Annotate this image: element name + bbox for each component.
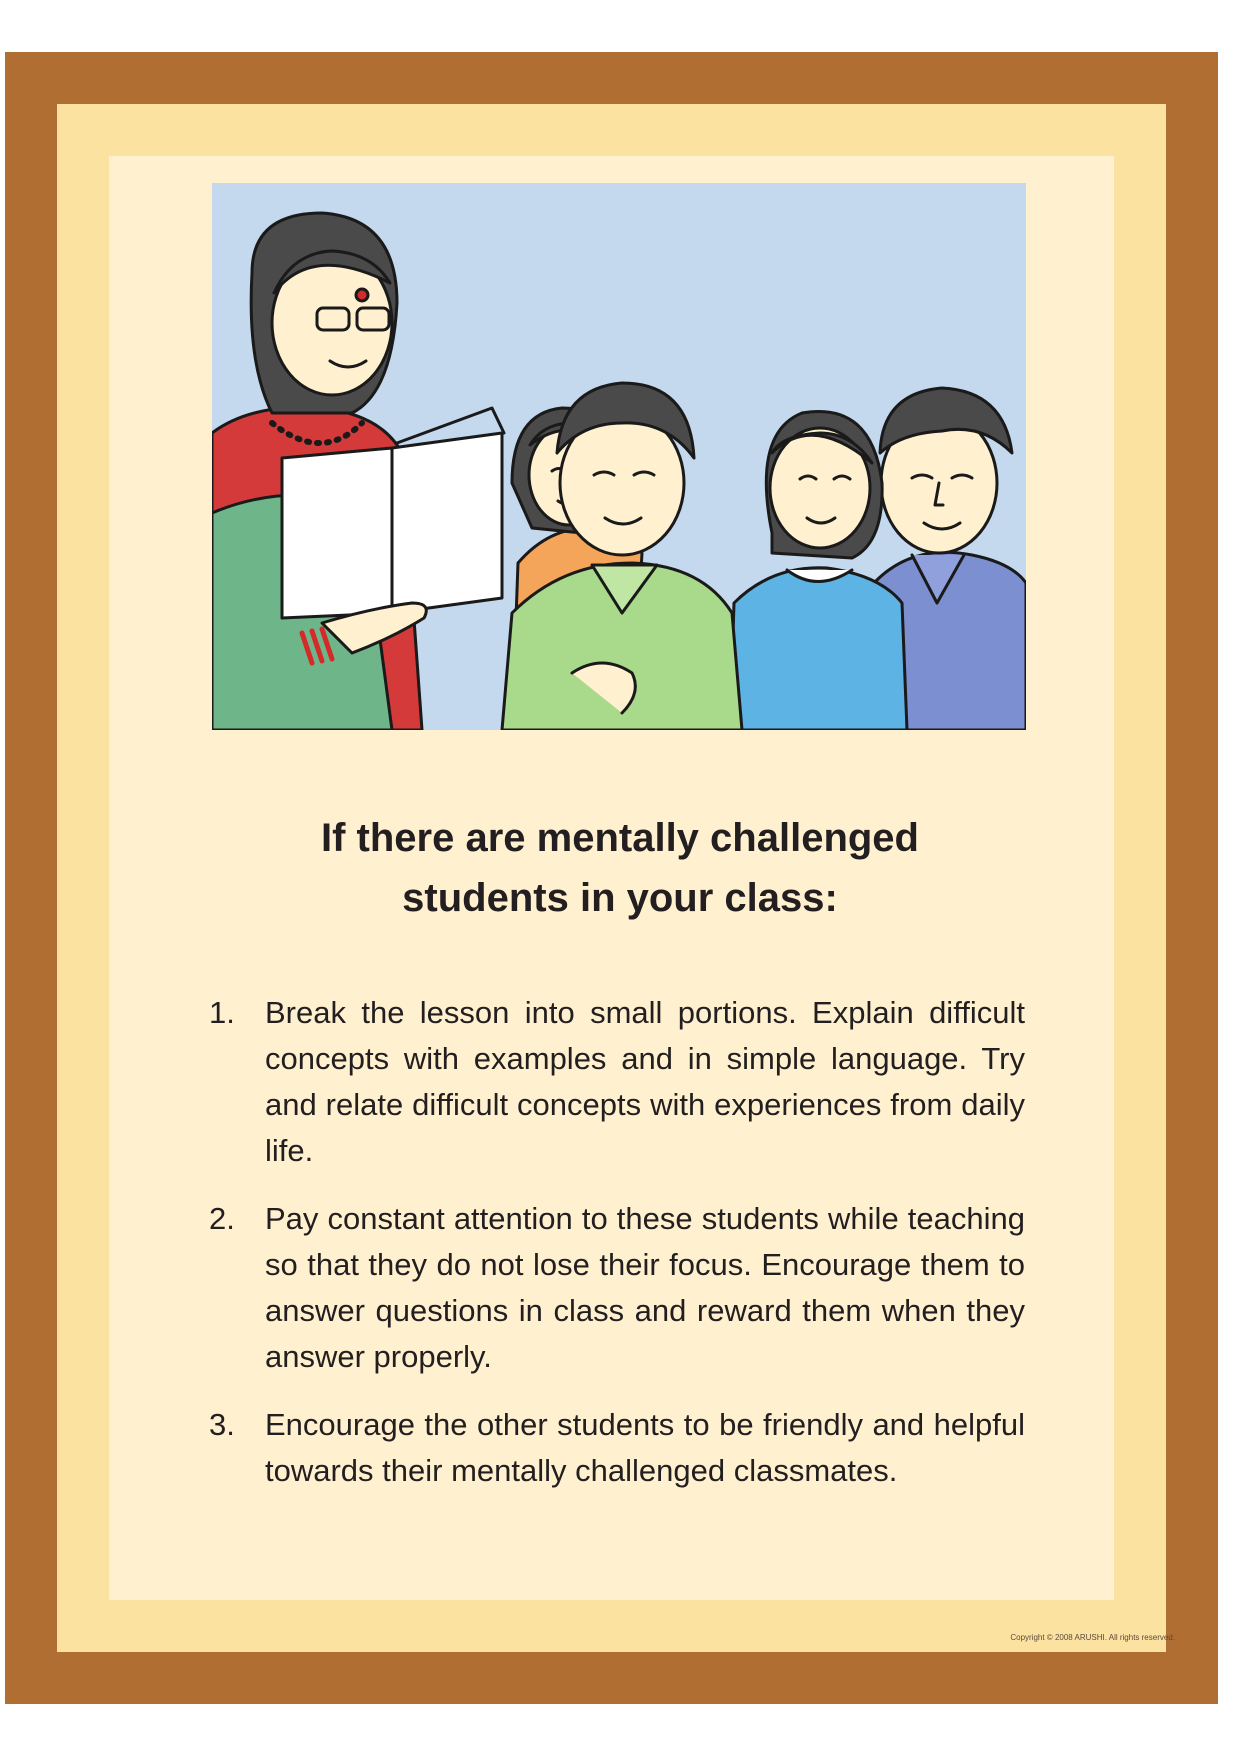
heading-line-1: If there are mentally challenged [321,816,919,860]
tip-text: Break the lesson into small portions. Explain difficult concepts with examples and in simple language. Try and relate difficult concepts with experiences from daily life. [265,995,1025,1168]
teacher-students-illustration [212,183,1026,730]
tip-number: 3. [209,1407,235,1442]
tip-text: Encourage the other students to be friendly and helpful towards their mentally challenged classmates. [265,1407,1025,1488]
heading-line-2: students in your class: [402,876,838,920]
tip-text: Pay constant attention to these students while teaching so that they do not lose their focus. Encourage them to answer questions in class and reward them when they answer properly. [265,1201,1025,1374]
poster-heading [160,808,1080,928]
tips-list [205,990,1025,1516]
tip-number: 2. [209,1201,235,1236]
tip-item-2 [205,1196,1025,1380]
copyright-notice: Copyright © 2008 ARUSHI. All rights reserved. [1010,1633,1175,1642]
tip-item-3 [205,1402,1025,1494]
tip-item-1 [205,990,1025,1174]
tip-number: 1. [209,995,235,1030]
